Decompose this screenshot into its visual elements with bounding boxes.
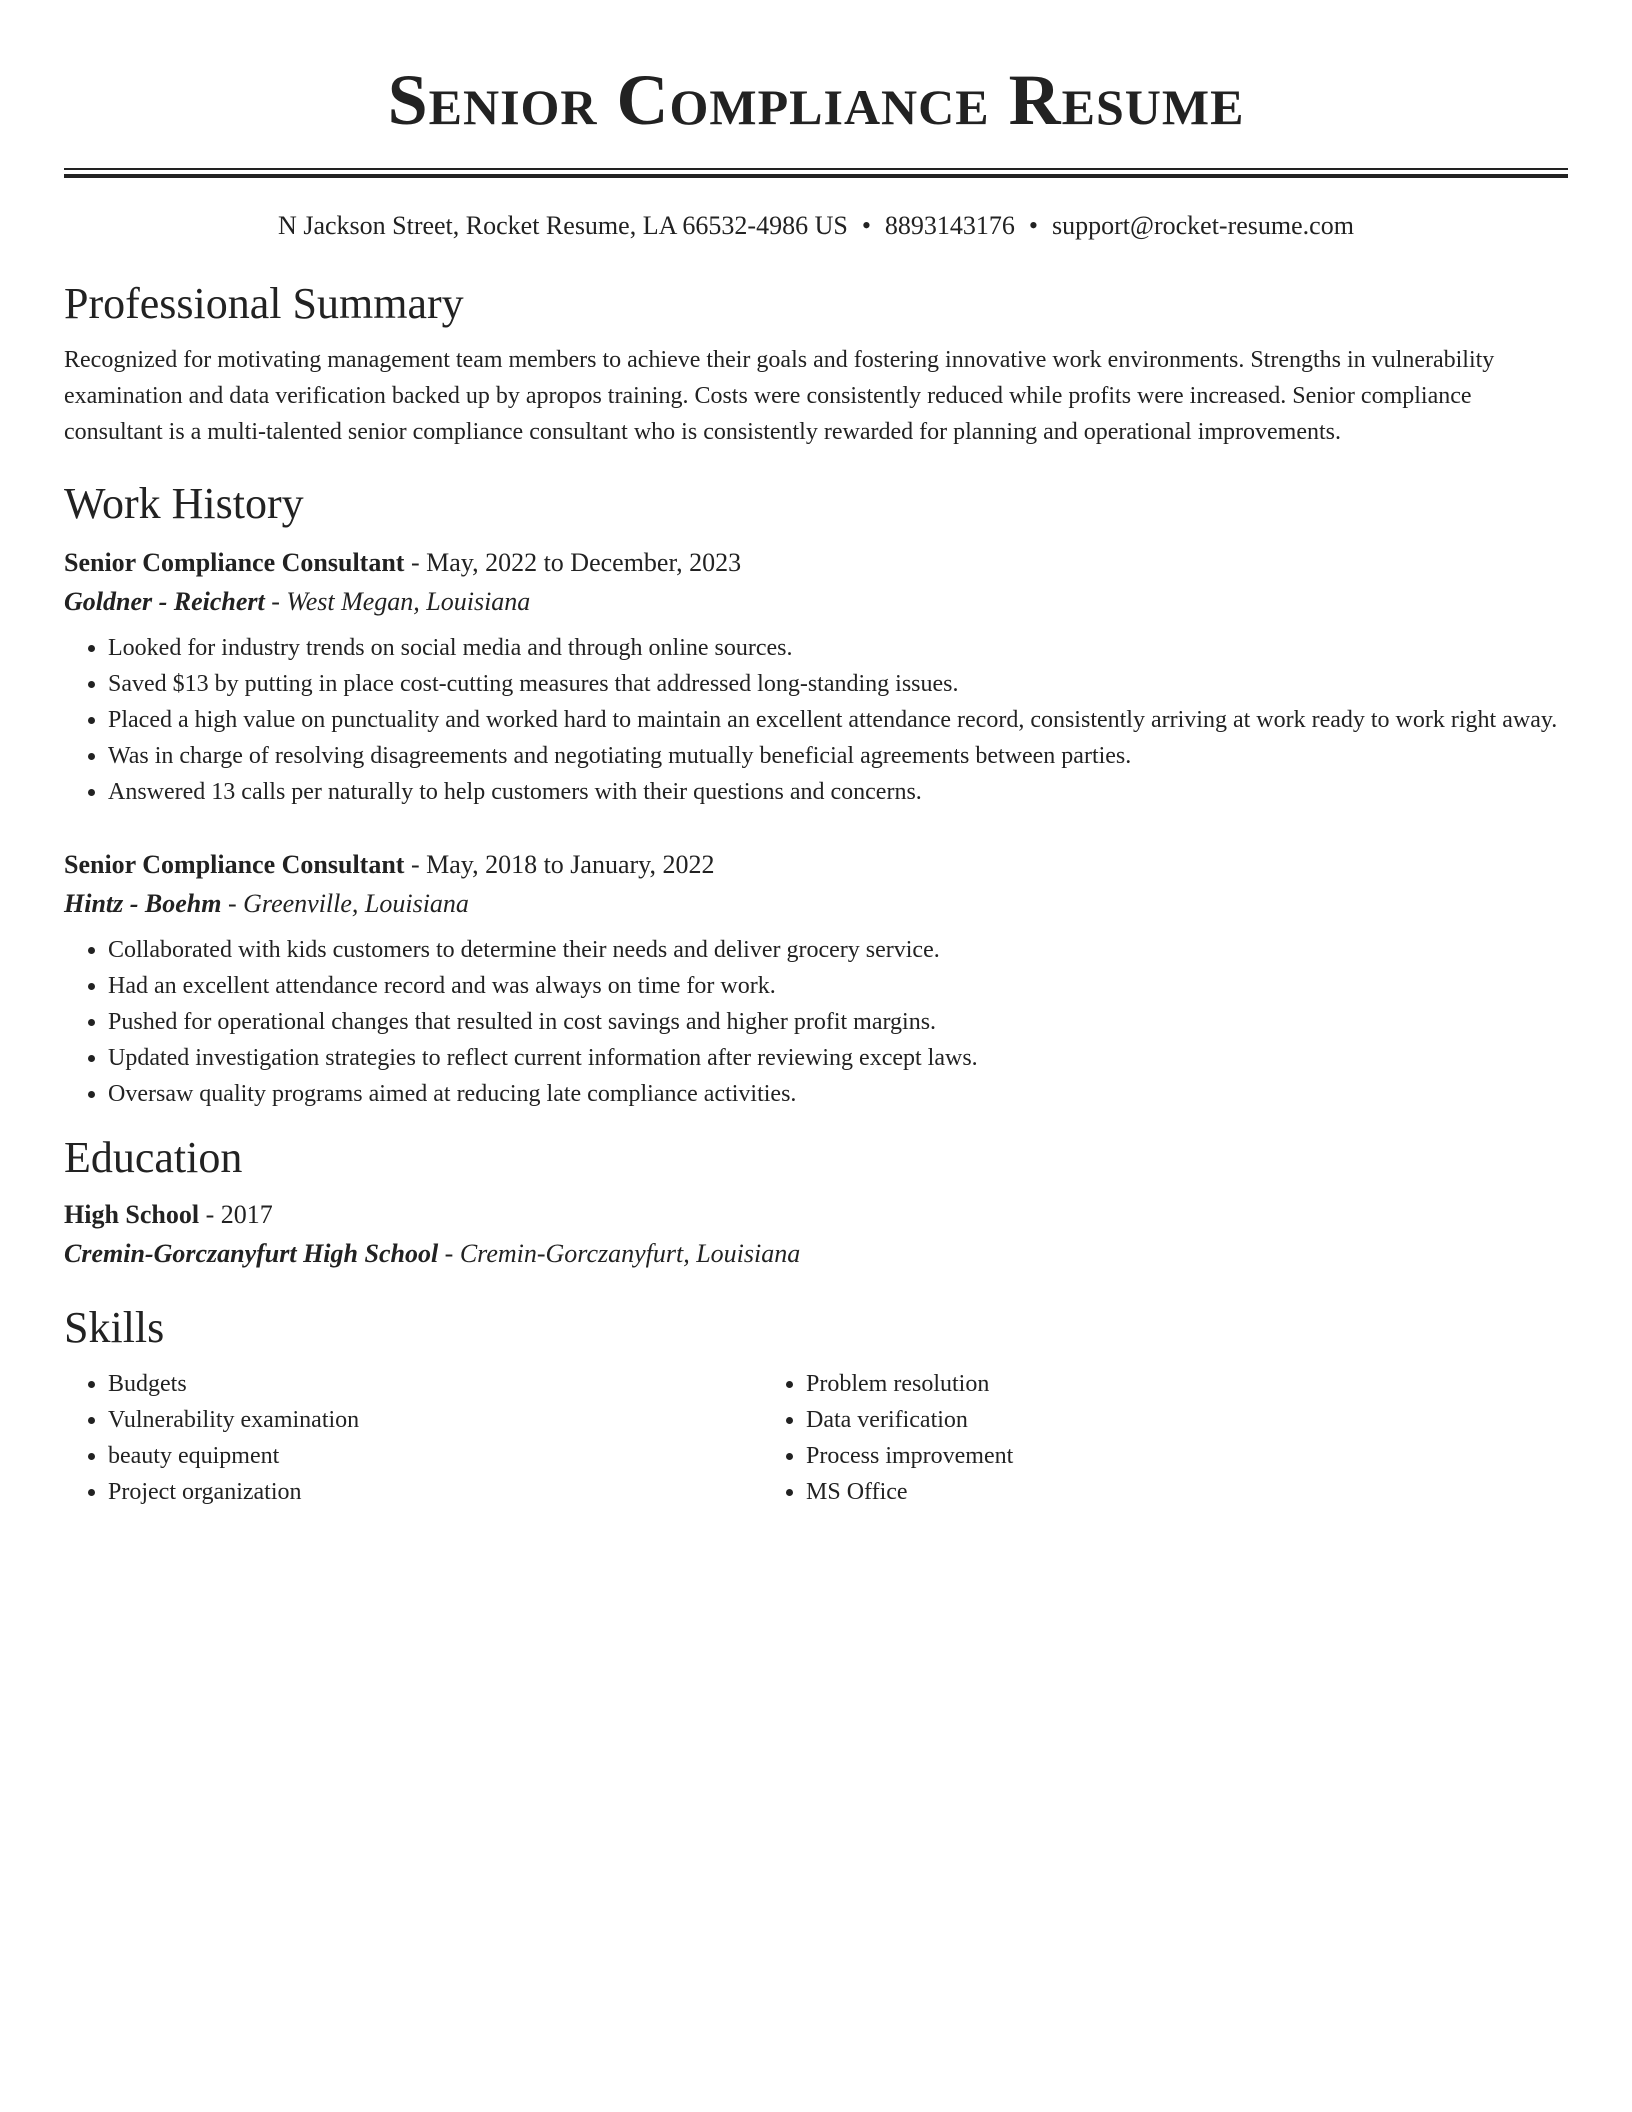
list-item: • Placed a high value on punctuality and worked hard to maintain an excellent attendance record, consistently arriving at work ready to work right away. <box>108 702 1568 738</box>
skill-item: • beauty equipment <box>108 1438 762 1474</box>
contact-phone: 8893143176 <box>884 211 1015 240</box>
job-dates: - May, 2018 to January, 2022 <box>404 850 715 879</box>
education-entry <box>64 1196 1568 1274</box>
job-entry <box>64 846 1568 1112</box>
skills-column-right <box>762 1366 1460 1510</box>
job-location: - Greenville, Louisiana <box>221 889 469 918</box>
education-school-line <box>64 1234 1568 1274</box>
education-degree-line <box>64 1196 1568 1234</box>
contact-separator: • <box>1028 211 1039 240</box>
job-dates: - May, 2022 to December, 2023 <box>404 548 742 577</box>
list-item: • Looked for industry trends on social media and through online sources. <box>108 630 1568 666</box>
contact-line <box>64 210 1568 242</box>
job-entry <box>64 544 1568 810</box>
skill-item: • Problem resolution <box>806 1366 1460 1402</box>
job-role: Senior Compliance Consultant <box>64 548 405 577</box>
skill-item: • Data verification <box>806 1402 1460 1438</box>
summary-heading: Professional Summary <box>64 279 464 328</box>
education-school: Cremin-Gorczanyfurt High School <box>64 1239 439 1268</box>
list-item: • Had an excellent attendance record and was always on time for work. <box>108 968 1568 1004</box>
list-item: • Oversaw quality programs aimed at reducing late compliance activities. <box>108 1076 1568 1112</box>
skills-grid <box>64 1366 1568 1510</box>
list-item: • Was in charge of resolving disagreements and negotiating mutually beneficial agreements between parties. <box>108 738 1568 774</box>
resume-page <box>64 0 1568 1510</box>
skills-heading: Skills <box>64 1303 165 1352</box>
summary-text: Recognized for motivating management team members to achieve their goals and fostering innovative work environments. Strengths in vulnerability examination and data verification backed up by apropos training. Costs were consistently reduced while profits were increased. Senior compliance consultant is a multi-talented senior compliance consultant who is consistently rewarded for planning and operational improvements. <box>64 347 1495 445</box>
resume-title: Senior Compliance Resume <box>387 60 1245 140</box>
job-bullets <box>64 932 1568 1112</box>
skill-item: • Process improvement <box>806 1438 1460 1474</box>
job-company-line <box>64 884 1568 924</box>
skill-item: • MS Office <box>806 1474 1460 1510</box>
title-divider <box>64 168 1568 178</box>
list-item: • Updated investigation strategies to reflect current information after reviewing except laws. <box>108 1040 1568 1076</box>
work-history-heading: Work History <box>64 479 304 528</box>
list-item: • Collaborated with kids customers to determine their needs and deliver grocery service. <box>108 932 1568 968</box>
job-role: Senior Compliance Consultant <box>64 850 405 879</box>
contact-separator: • <box>861 211 871 240</box>
job-company: Hintz - Boehm <box>64 889 222 918</box>
education-year: - 2017 <box>199 1200 273 1229</box>
job-company-line <box>64 582 1568 622</box>
list-item: • Pushed for operational changes that resulted in cost savings and higher profit margins. <box>108 1004 1568 1040</box>
skill-item: • Budgets <box>108 1366 762 1402</box>
job-title-line <box>64 846 1568 884</box>
education-degree: High School <box>64 1200 200 1229</box>
list-item: • Answered 13 calls per naturally to help customers with their questions and concerns. <box>108 774 1568 810</box>
contact-email: support@rocket-resume.com <box>1052 211 1354 240</box>
education-location: - Cremin-Gorczanyfurt, Louisiana <box>438 1239 801 1268</box>
job-title-line <box>64 544 1568 582</box>
skill-item: • Vulnerability examination <box>108 1402 762 1438</box>
list-item: • Saved $13 by putting in place cost-cutting measures that addressed long-standing issues. <box>108 666 1568 702</box>
skills-column-left <box>64 1366 762 1510</box>
skill-item: • Project organization <box>108 1474 762 1510</box>
contact-address: N Jackson Street, Rocket Resume, LA 66532-4986 US <box>278 211 848 240</box>
job-bullets <box>64 630 1568 810</box>
job-location: - West Megan, Louisiana <box>264 587 531 616</box>
education-heading: Education <box>64 1133 243 1182</box>
job-company: Goldner - Reichert <box>64 587 265 616</box>
